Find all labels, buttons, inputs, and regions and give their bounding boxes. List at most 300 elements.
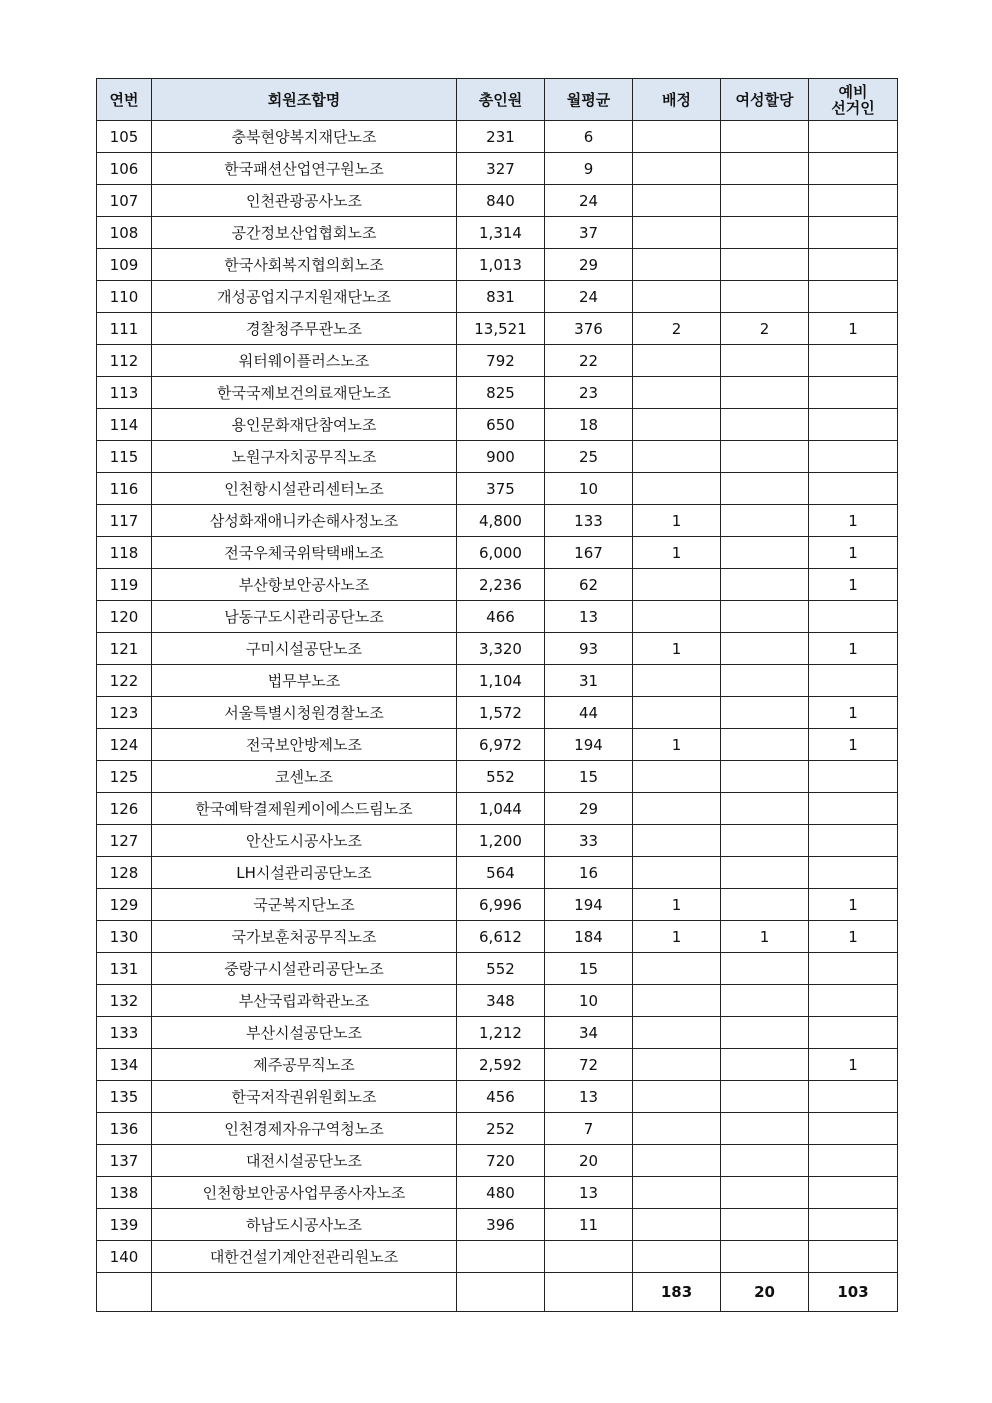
cell-union-name: 충북현양복지재단노조 <box>152 121 457 153</box>
cell-reserve-electors <box>809 281 898 313</box>
cell-reserve-electors <box>809 409 898 441</box>
cell-union-name: 대전시설공단노조 <box>152 1145 457 1177</box>
cell-reserve-electors: 1 <box>809 889 898 921</box>
cell-monthly-average: 9 <box>545 153 633 185</box>
cell-reserve-electors: 1 <box>809 633 898 665</box>
cell-total-members: 792 <box>457 345 545 377</box>
cell-monthly-average: 37 <box>545 217 633 249</box>
cell-reserve-electors <box>809 121 898 153</box>
cell-female-quota <box>721 281 809 313</box>
cell-total-members: 231 <box>457 121 545 153</box>
totals-name-cell <box>152 1273 457 1312</box>
cell-no: 106 <box>97 153 152 185</box>
table-row <box>97 825 898 857</box>
cell-union-name: 한국패션산업연구원노조 <box>152 153 457 185</box>
cell-monthly-average: 34 <box>545 1017 633 1049</box>
cell-monthly-average: 31 <box>545 665 633 697</box>
cell-union-name: 인천항시설관리센터노조 <box>152 473 457 505</box>
table-row <box>97 473 898 505</box>
cell-union-name: 국가보훈처공무직노조 <box>152 921 457 953</box>
cell-total-members: 1,314 <box>457 217 545 249</box>
cell-female-quota <box>721 473 809 505</box>
table-row <box>97 921 898 953</box>
totals-reserve-electors: 103 <box>809 1273 898 1312</box>
cell-monthly-average: 24 <box>545 281 633 313</box>
cell-union-name: 워터웨이플러스노조 <box>152 345 457 377</box>
cell-reserve-electors <box>809 985 898 1017</box>
cell-total-members: 840 <box>457 185 545 217</box>
table-row <box>97 1145 898 1177</box>
cell-no: 136 <box>97 1113 152 1145</box>
header-union-name: 회원조합명 <box>152 79 457 121</box>
cell-no: 125 <box>97 761 152 793</box>
cell-assigned <box>633 1241 721 1273</box>
cell-monthly-average: 29 <box>545 249 633 281</box>
cell-monthly-average: 13 <box>545 1177 633 1209</box>
table-row <box>97 697 898 729</box>
totals-no-cell <box>97 1273 152 1312</box>
cell-female-quota <box>721 217 809 249</box>
cell-assigned <box>633 121 721 153</box>
cell-union-name: 서울특별시청원경찰노조 <box>152 697 457 729</box>
cell-assigned: 1 <box>633 537 721 569</box>
cell-union-name: 코센노조 <box>152 761 457 793</box>
cell-total-members: 564 <box>457 857 545 889</box>
cell-union-name: 인천경제자유구역청노조 <box>152 1113 457 1145</box>
cell-assigned <box>633 793 721 825</box>
cell-reserve-electors: 1 <box>809 1049 898 1081</box>
table-row <box>97 633 898 665</box>
cell-female-quota <box>721 185 809 217</box>
table-row <box>97 1209 898 1241</box>
cell-female-quota <box>721 1113 809 1145</box>
cell-assigned: 1 <box>633 505 721 537</box>
cell-female-quota <box>721 505 809 537</box>
cell-union-name: 부산시설공단노조 <box>152 1017 457 1049</box>
cell-reserve-electors <box>809 377 898 409</box>
cell-no: 130 <box>97 921 152 953</box>
cell-union-name: 전국우체국위탁택배노조 <box>152 537 457 569</box>
cell-union-name: 경찰청주무관노조 <box>152 313 457 345</box>
cell-female-quota <box>721 345 809 377</box>
cell-monthly-average: 6 <box>545 121 633 153</box>
cell-female-quota <box>721 153 809 185</box>
cell-no: 128 <box>97 857 152 889</box>
header-reserve-line1: 예비 <box>838 82 868 101</box>
cell-reserve-electors <box>809 473 898 505</box>
cell-total-members: 900 <box>457 441 545 473</box>
table-row <box>97 281 898 313</box>
table-row <box>97 1177 898 1209</box>
cell-no: 135 <box>97 1081 152 1113</box>
cell-union-name: 전국보안방제노조 <box>152 729 457 761</box>
cell-no: 114 <box>97 409 152 441</box>
cell-no: 115 <box>97 441 152 473</box>
cell-female-quota: 2 <box>721 313 809 345</box>
cell-no: 138 <box>97 1177 152 1209</box>
cell-female-quota <box>721 793 809 825</box>
cell-no: 139 <box>97 1209 152 1241</box>
cell-female-quota <box>721 985 809 1017</box>
cell-reserve-electors <box>809 793 898 825</box>
cell-assigned <box>633 409 721 441</box>
table-row <box>97 1081 898 1113</box>
header-row <box>97 79 898 121</box>
cell-monthly-average: 10 <box>545 985 633 1017</box>
cell-monthly-average: 13 <box>545 1081 633 1113</box>
cell-union-name: 인천관광공사노조 <box>152 185 457 217</box>
cell-monthly-average: 93 <box>545 633 633 665</box>
cell-reserve-electors <box>809 1209 898 1241</box>
cell-no: 122 <box>97 665 152 697</box>
totals-female-quota: 20 <box>721 1273 809 1312</box>
cell-assigned <box>633 281 721 313</box>
cell-union-name: 한국예탁결제원케이에스드림노조 <box>152 793 457 825</box>
cell-assigned <box>633 345 721 377</box>
cell-total-members: 720 <box>457 1145 545 1177</box>
cell-no: 131 <box>97 953 152 985</box>
cell-total-members: 650 <box>457 409 545 441</box>
cell-no: 134 <box>97 1049 152 1081</box>
cell-monthly-average: 10 <box>545 473 633 505</box>
header-reserve-electors <box>809 79 898 121</box>
table-row <box>97 153 898 185</box>
cell-no: 116 <box>97 473 152 505</box>
table-row <box>97 857 898 889</box>
header-reserve-line2: 선거인 <box>831 98 875 117</box>
header-assigned: 배정 <box>633 79 721 121</box>
table-row <box>97 889 898 921</box>
table-footer <box>97 1273 898 1312</box>
cell-union-name: 제주공무직노조 <box>152 1049 457 1081</box>
table-row <box>97 185 898 217</box>
cell-union-name: 용인문화재단참여노조 <box>152 409 457 441</box>
table-row <box>97 409 898 441</box>
cell-monthly-average: 7 <box>545 1113 633 1145</box>
cell-reserve-electors: 1 <box>809 313 898 345</box>
cell-assigned <box>633 1177 721 1209</box>
cell-assigned <box>633 217 721 249</box>
cell-reserve-electors <box>809 857 898 889</box>
cell-reserve-electors: 1 <box>809 569 898 601</box>
cell-union-name: 인천항보안공사업무종사자노조 <box>152 1177 457 1209</box>
cell-total-members: 456 <box>457 1081 545 1113</box>
cell-total-members: 6,612 <box>457 921 545 953</box>
cell-no: 110 <box>97 281 152 313</box>
cell-union-name: 구미시설공단노조 <box>152 633 457 665</box>
cell-no: 129 <box>97 889 152 921</box>
cell-assigned <box>633 377 721 409</box>
cell-no: 124 <box>97 729 152 761</box>
cell-assigned <box>633 1113 721 1145</box>
allocation-table <box>96 78 898 1312</box>
cell-total-members: 552 <box>457 953 545 985</box>
cell-assigned: 1 <box>633 633 721 665</box>
cell-female-quota <box>721 601 809 633</box>
cell-reserve-electors: 1 <box>809 729 898 761</box>
cell-reserve-electors: 1 <box>809 505 898 537</box>
cell-union-name: 법무부노조 <box>152 665 457 697</box>
cell-reserve-electors <box>809 185 898 217</box>
cell-union-name: LH시설관리공단노조 <box>152 857 457 889</box>
header-female-quota: 여성할당 <box>721 79 809 121</box>
cell-no: 120 <box>97 601 152 633</box>
cell-union-name: 부산항보안공사노조 <box>152 569 457 601</box>
cell-assigned <box>633 985 721 1017</box>
cell-female-quota <box>721 729 809 761</box>
cell-monthly-average: 33 <box>545 825 633 857</box>
header-no: 연번 <box>97 79 152 121</box>
cell-reserve-electors <box>809 953 898 985</box>
cell-total-members: 831 <box>457 281 545 313</box>
cell-female-quota <box>721 665 809 697</box>
cell-union-name: 남동구도시관리공단노조 <box>152 601 457 633</box>
cell-total-members: 252 <box>457 1113 545 1145</box>
header-total-members: 총인원 <box>457 79 545 121</box>
cell-total-members: 1,212 <box>457 1017 545 1049</box>
totals-total-cell <box>457 1273 545 1312</box>
cell-no: 111 <box>97 313 152 345</box>
cell-reserve-electors <box>809 249 898 281</box>
cell-no: 121 <box>97 633 152 665</box>
cell-no: 127 <box>97 825 152 857</box>
cell-assigned <box>633 1049 721 1081</box>
cell-female-quota <box>721 1241 809 1273</box>
cell-no: 119 <box>97 569 152 601</box>
cell-no: 118 <box>97 537 152 569</box>
cell-total-members: 2,592 <box>457 1049 545 1081</box>
table-row <box>97 761 898 793</box>
cell-reserve-electors <box>809 1081 898 1113</box>
cell-total-members: 552 <box>457 761 545 793</box>
cell-total-members: 466 <box>457 601 545 633</box>
cell-assigned <box>633 153 721 185</box>
table-row <box>97 729 898 761</box>
cell-total-members: 1,013 <box>457 249 545 281</box>
cell-total-members: 6,996 <box>457 889 545 921</box>
cell-reserve-electors <box>809 601 898 633</box>
cell-assigned <box>633 441 721 473</box>
cell-assigned <box>633 953 721 985</box>
cell-no: 123 <box>97 697 152 729</box>
cell-union-name: 한국사회복지협의회노조 <box>152 249 457 281</box>
cell-no: 105 <box>97 121 152 153</box>
cell-female-quota <box>721 633 809 665</box>
cell-female-quota <box>721 537 809 569</box>
cell-total-members: 396 <box>457 1209 545 1241</box>
cell-assigned <box>633 1017 721 1049</box>
cell-female-quota <box>721 1145 809 1177</box>
cell-assigned <box>633 1145 721 1177</box>
table-row <box>97 345 898 377</box>
cell-monthly-average: 194 <box>545 889 633 921</box>
cell-total-members: 6,000 <box>457 537 545 569</box>
table-row <box>97 441 898 473</box>
cell-monthly-average: 24 <box>545 185 633 217</box>
cell-female-quota: 1 <box>721 921 809 953</box>
cell-no: 117 <box>97 505 152 537</box>
cell-monthly-average: 13 <box>545 601 633 633</box>
cell-union-name: 대한건설기계안전관리원노조 <box>152 1241 457 1273</box>
cell-union-name: 공간정보산업협회노조 <box>152 217 457 249</box>
cell-union-name: 국군복지단노조 <box>152 889 457 921</box>
cell-female-quota <box>721 1177 809 1209</box>
cell-assigned <box>633 857 721 889</box>
cell-no: 113 <box>97 377 152 409</box>
cell-female-quota <box>721 953 809 985</box>
cell-monthly-average: 18 <box>545 409 633 441</box>
cell-monthly-average: 376 <box>545 313 633 345</box>
cell-union-name: 삼성화재애니카손해사정노조 <box>152 505 457 537</box>
cell-assigned <box>633 185 721 217</box>
table-body <box>97 121 898 1273</box>
cell-female-quota <box>721 761 809 793</box>
cell-monthly-average: 184 <box>545 921 633 953</box>
cell-total-members: 1,200 <box>457 825 545 857</box>
cell-total-members: 4,800 <box>457 505 545 537</box>
cell-assigned <box>633 1081 721 1113</box>
table-row <box>97 569 898 601</box>
table-row <box>97 601 898 633</box>
cell-female-quota <box>721 121 809 153</box>
cell-total-members: 1,104 <box>457 665 545 697</box>
table-row <box>97 217 898 249</box>
cell-assigned <box>633 825 721 857</box>
cell-reserve-electors <box>809 1145 898 1177</box>
cell-female-quota <box>721 377 809 409</box>
cell-monthly-average: 167 <box>545 537 633 569</box>
cell-no: 126 <box>97 793 152 825</box>
cell-assigned <box>633 249 721 281</box>
cell-reserve-electors: 1 <box>809 697 898 729</box>
cell-monthly-average: 15 <box>545 953 633 985</box>
cell-female-quota <box>721 1209 809 1241</box>
cell-reserve-electors <box>809 441 898 473</box>
cell-monthly-average: 133 <box>545 505 633 537</box>
cell-assigned: 1 <box>633 889 721 921</box>
table-row <box>97 1049 898 1081</box>
cell-monthly-average: 11 <box>545 1209 633 1241</box>
cell-reserve-electors <box>809 1017 898 1049</box>
cell-total-members: 1,044 <box>457 793 545 825</box>
table-row <box>97 1113 898 1145</box>
cell-reserve-electors: 1 <box>809 921 898 953</box>
cell-female-quota <box>721 889 809 921</box>
cell-union-name: 부산국립과학관노조 <box>152 985 457 1017</box>
cell-assigned <box>633 665 721 697</box>
cell-assigned <box>633 697 721 729</box>
cell-assigned <box>633 569 721 601</box>
cell-no: 133 <box>97 1017 152 1049</box>
totals-assigned: 183 <box>633 1273 721 1312</box>
table-row <box>97 505 898 537</box>
cell-union-name: 개성공업지구지원재단노조 <box>152 281 457 313</box>
cell-monthly-average: 194 <box>545 729 633 761</box>
cell-total-members: 348 <box>457 985 545 1017</box>
header-monthly-average: 월평균 <box>545 79 633 121</box>
totals-monthly-cell <box>545 1273 633 1312</box>
table-row <box>97 953 898 985</box>
cell-monthly-average: 20 <box>545 1145 633 1177</box>
cell-total-members: 2,236 <box>457 569 545 601</box>
cell-monthly-average: 23 <box>545 377 633 409</box>
cell-no: 137 <box>97 1145 152 1177</box>
table-row <box>97 1017 898 1049</box>
cell-reserve-electors <box>809 217 898 249</box>
cell-total-members: 13,521 <box>457 313 545 345</box>
cell-reserve-electors <box>809 345 898 377</box>
table-row <box>97 1241 898 1273</box>
cell-female-quota <box>721 409 809 441</box>
cell-female-quota <box>721 825 809 857</box>
cell-total-members: 327 <box>457 153 545 185</box>
cell-monthly-average: 29 <box>545 793 633 825</box>
cell-monthly-average: 72 <box>545 1049 633 1081</box>
cell-total-members: 480 <box>457 1177 545 1209</box>
table-row <box>97 313 898 345</box>
cell-union-name: 안산도시공사노조 <box>152 825 457 857</box>
table-row <box>97 985 898 1017</box>
cell-total-members: 6,972 <box>457 729 545 761</box>
cell-monthly-average: 25 <box>545 441 633 473</box>
cell-assigned: 1 <box>633 729 721 761</box>
table-row <box>97 377 898 409</box>
cell-reserve-electors <box>809 1113 898 1145</box>
cell-union-name: 하남도시공사노조 <box>152 1209 457 1241</box>
table-row <box>97 665 898 697</box>
cell-reserve-electors <box>809 665 898 697</box>
cell-total-members <box>457 1241 545 1273</box>
cell-union-name: 한국국제보건의료재단노조 <box>152 377 457 409</box>
table-row <box>97 121 898 153</box>
allocation-table-container <box>96 78 898 1312</box>
table-row <box>97 249 898 281</box>
cell-monthly-average: 62 <box>545 569 633 601</box>
cell-no: 140 <box>97 1241 152 1273</box>
cell-union-name: 중랑구시설관리공단노조 <box>152 953 457 985</box>
cell-monthly-average: 22 <box>545 345 633 377</box>
cell-no: 109 <box>97 249 152 281</box>
cell-no: 132 <box>97 985 152 1017</box>
cell-female-quota <box>721 1049 809 1081</box>
cell-female-quota <box>721 441 809 473</box>
cell-female-quota <box>721 1081 809 1113</box>
cell-monthly-average: 16 <box>545 857 633 889</box>
cell-assigned: 2 <box>633 313 721 345</box>
cell-female-quota <box>721 249 809 281</box>
cell-assigned <box>633 601 721 633</box>
cell-female-quota <box>721 569 809 601</box>
cell-reserve-electors <box>809 1177 898 1209</box>
cell-reserve-electors <box>809 825 898 857</box>
cell-total-members: 825 <box>457 377 545 409</box>
cell-female-quota <box>721 697 809 729</box>
table-row <box>97 537 898 569</box>
cell-monthly-average: 15 <box>545 761 633 793</box>
cell-monthly-average <box>545 1241 633 1273</box>
totals-row <box>97 1273 898 1312</box>
cell-total-members: 1,572 <box>457 697 545 729</box>
cell-no: 108 <box>97 217 152 249</box>
cell-union-name: 노원구자치공무직노조 <box>152 441 457 473</box>
cell-no: 107 <box>97 185 152 217</box>
cell-reserve-electors: 1 <box>809 537 898 569</box>
cell-reserve-electors <box>809 761 898 793</box>
cell-assigned <box>633 761 721 793</box>
cell-assigned <box>633 1209 721 1241</box>
cell-reserve-electors <box>809 1241 898 1273</box>
cell-female-quota <box>721 1017 809 1049</box>
